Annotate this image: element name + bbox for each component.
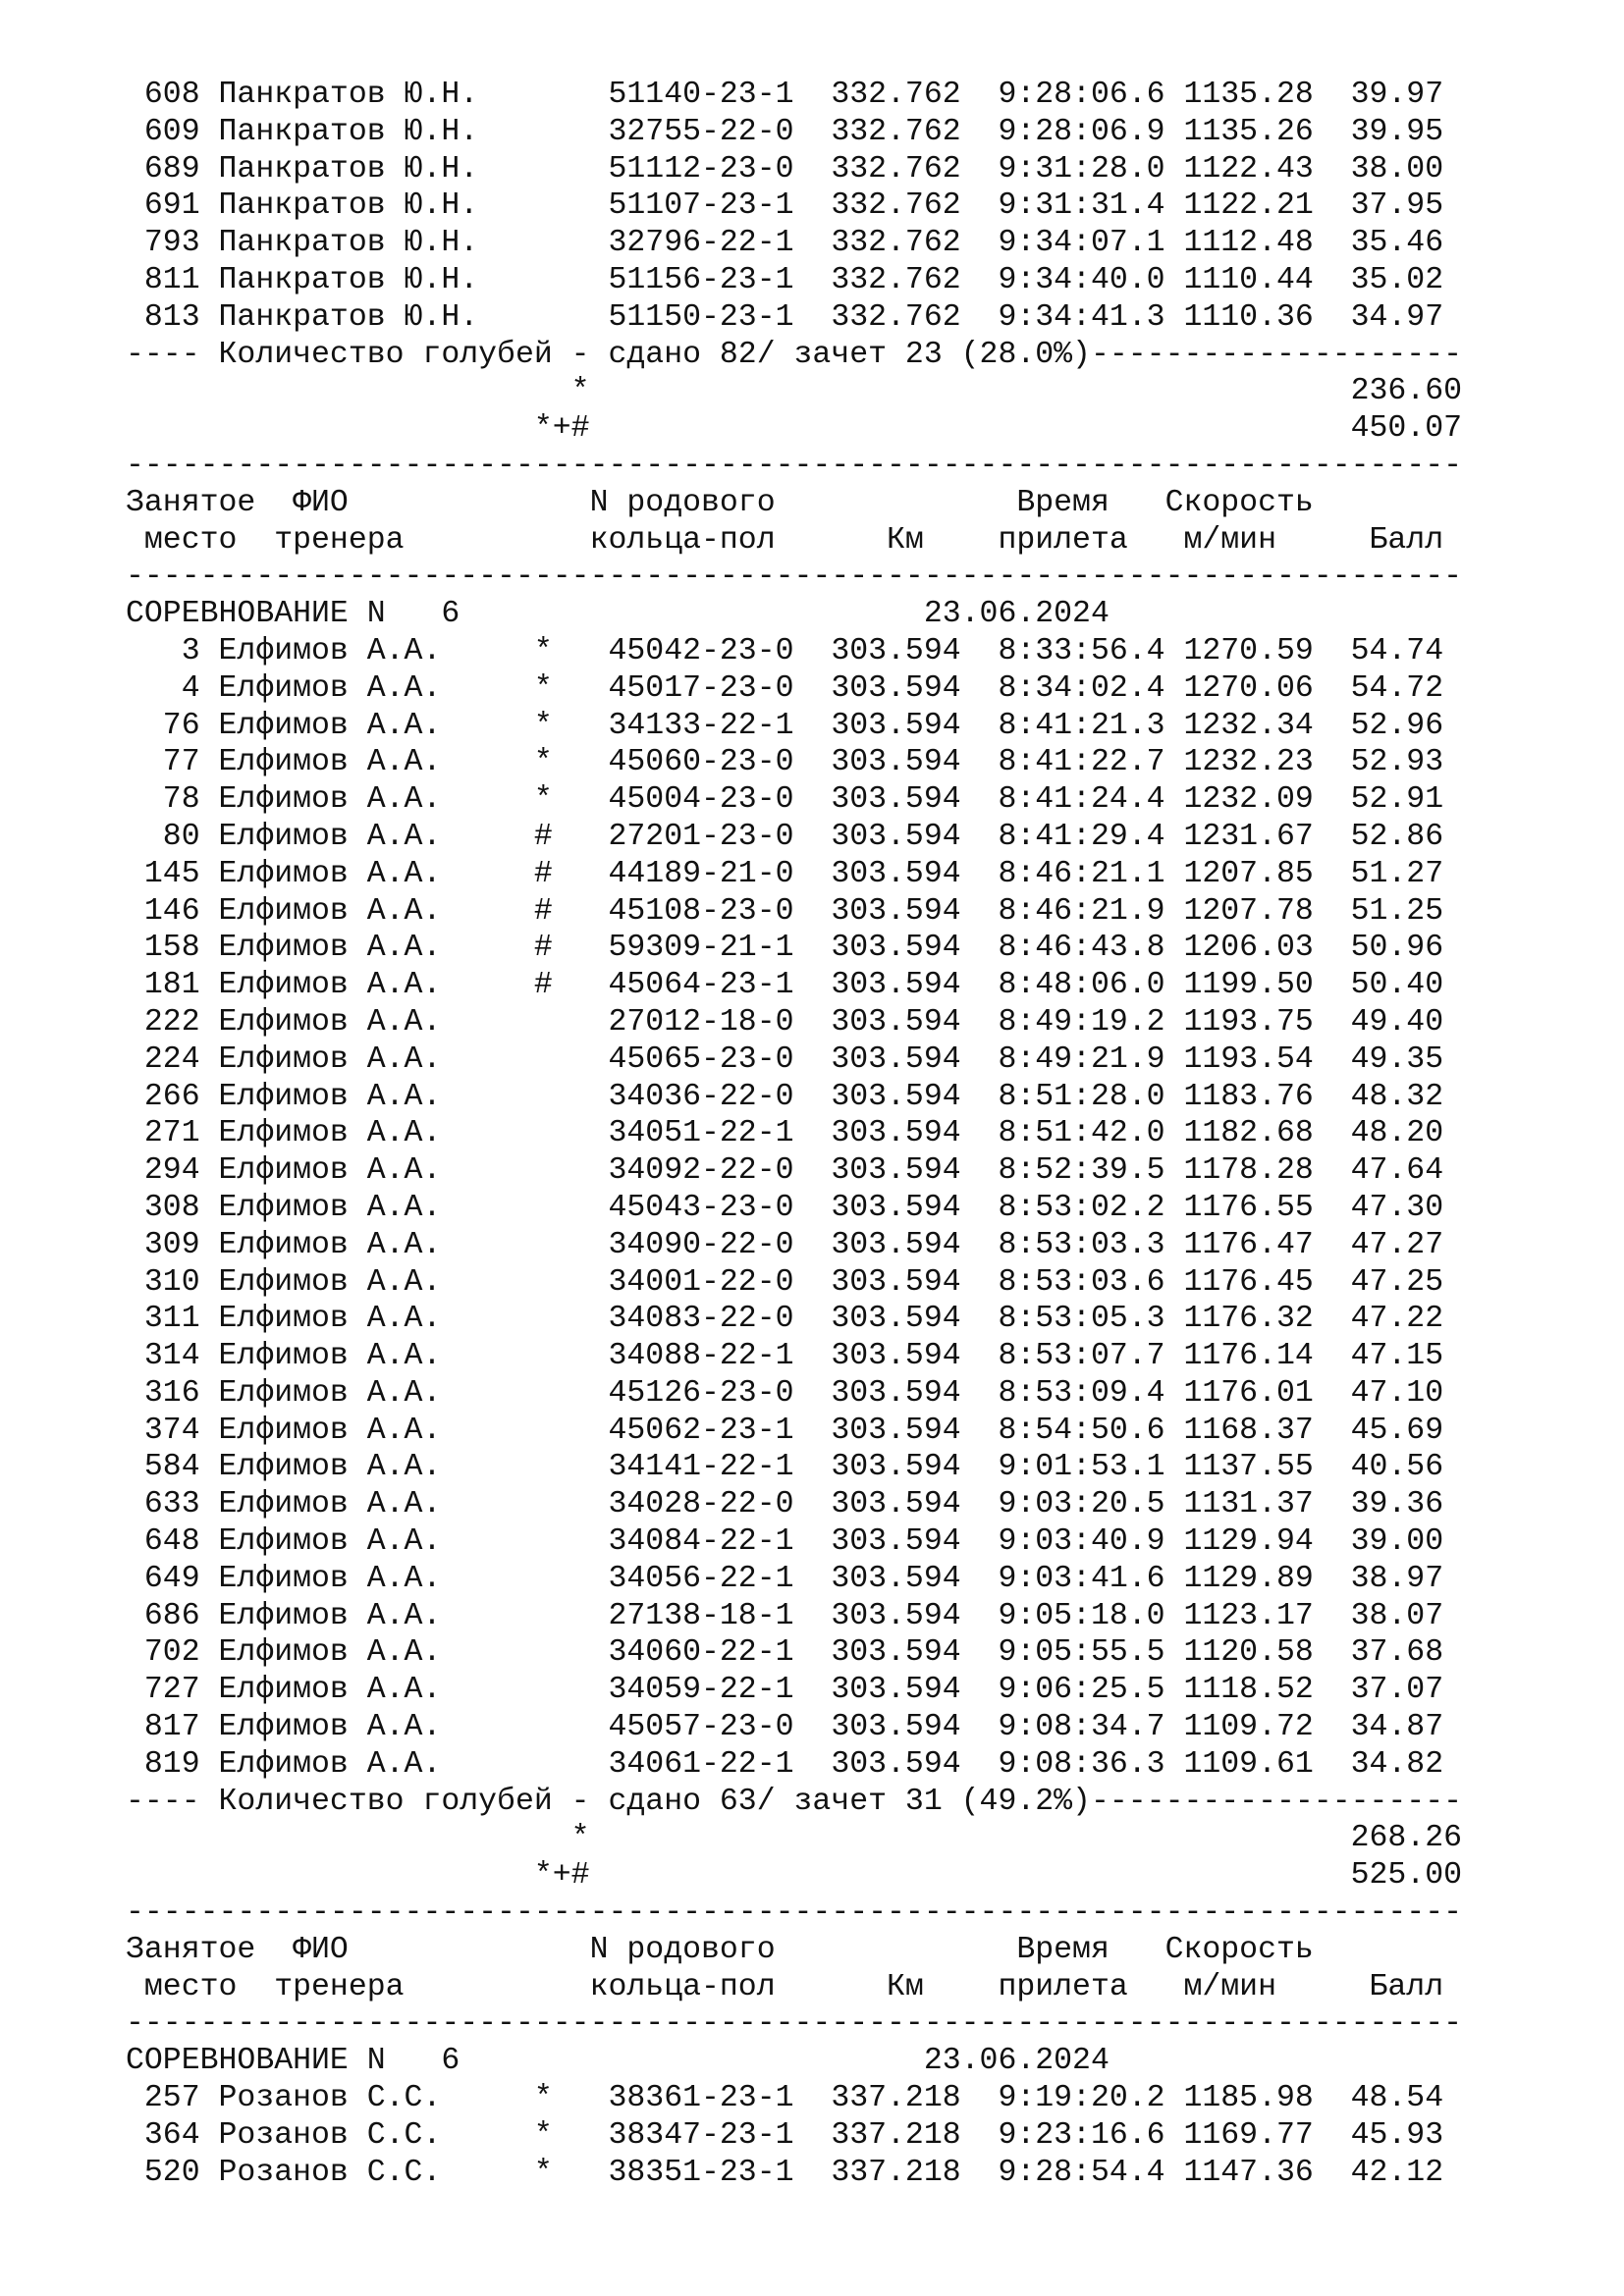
result-row: 158 Елфимов А.А. # 59309-21-1 303.594 8:46:43.8 1206.03 50.96 [126,931,1444,966]
total-line: * 236.60 [126,374,1463,409]
separator-line: ------------------------------------------------------------------------ [126,560,1463,595]
result-row: 648 Елфимов А.А. 34084-22-1 303.594 9:03:40.9 1129.94 39.00 [126,1524,1444,1560]
result-row: 146 Елфимов А.А. # 45108-23-0 303.594 8:46:21.9 1207.78 51.25 [126,893,1444,929]
result-row: 80 Елфимов А.А. # 27201-23-0 303.594 8:41:29.4 1231.67 52.86 [126,819,1444,854]
result-row: 3 Елфимов А.А. * 45042-23-0 303.594 8:33:56.4 1270.59 54.74 [126,633,1444,668]
result-row: 294 Елфимов А.А. 34092-22-0 303.594 8:52:39.5 1178.28 47.64 [126,1153,1444,1189]
result-row: 689 Панкратов Ю.Н. 51112-23-0 332.762 9:31:28.0 1122.43 38.00 [126,151,1444,187]
column-header: место тренера кольца-пол Км прилета м/мин Балл [126,1969,1444,2004]
result-row: 819 Елфимов А.А. 34061-22-1 303.594 9:08:36.3 1109.61 34.82 [126,1746,1444,1782]
result-row: 308 Елфимов А.А. 45043-23-0 303.594 8:53:02.2 1176.55 47.30 [126,1190,1444,1225]
result-row: 609 Панкратов Ю.Н. 32755-22-0 332.762 9:28:06.9 1135.26 39.95 [126,114,1444,149]
result-row: 224 Елфимов А.А. 45065-23-0 303.594 8:49:21.9 1193.54 49.35 [126,1041,1444,1077]
summary-line: ---- Количество голубей - сдано 82/ зачет 23 (28.0%)-------------------- [126,337,1463,372]
result-row: 811 Панкратов Ю.Н. 51156-23-1 332.762 9:34:40.0 1110.44 35.02 [126,262,1444,297]
summary-line: ---- Количество голубей - сдано 63/ зачет 31 (49.2%)-------------------- [126,1784,1463,1819]
total-line: *+# 525.00 [126,1858,1463,1894]
result-row: 78 Елфимов А.А. * 45004-23-0 303.594 8:41:24.4 1232.09 52.91 [126,782,1444,818]
result-row: 649 Елфимов А.А. 34056-22-1 303.594 9:03:41.6 1129.89 38.97 [126,1561,1444,1596]
result-row: 702 Елфимов А.А. 34060-22-1 303.594 9:05:55.5 1120.58 37.68 [126,1635,1444,1671]
column-header: Занятое ФИО N родового Время Скорость [126,485,1314,520]
result-row: 257 Розанов С.С. * 38361-23-1 337.218 9:19:20.2 1185.98 48.54 [126,2081,1444,2116]
result-row: 314 Елфимов А.А. 34088-22-1 303.594 8:53:07.7 1176.14 47.15 [126,1339,1444,1374]
result-row: 311 Елфимов А.А. 34083-22-0 303.594 8:53:05.3 1176.32 47.22 [126,1302,1444,1337]
results-printout [126,77,1462,2191]
result-row: 686 Елфимов А.А. 27138-18-1 303.594 9:05:18.0 1123.17 38.07 [126,1598,1444,1633]
column-header: Занятое ФИО N родового Время Скорость [126,1932,1314,1967]
result-row: 76 Елфимов А.А. * 34133-22-1 303.594 8:41:21.3 1232.34 52.96 [126,708,1444,743]
total-line: *+# 450.07 [126,411,1463,447]
result-row: 633 Елфимов А.А. 34028-22-0 303.594 9:03:20.5 1131.37 39.36 [126,1487,1444,1522]
separator-line: ------------------------------------------------------------------------ [126,1896,1463,1931]
result-row: 77 Елфимов А.А. * 45060-23-0 303.594 8:41:22.7 1232.23 52.93 [126,745,1444,780]
separator-line: ------------------------------------------------------------------------ [126,448,1463,483]
result-row: 374 Елфимов А.А. 45062-23-1 303.594 8:54:50.6 1168.37 45.69 [126,1413,1444,1448]
competition-header: СОРЕВНОВАНИЕ N 6 23.06.2024 [126,597,1110,632]
result-row: 691 Панкратов Ю.Н. 51107-23-1 332.762 9:31:31.4 1122.21 37.95 [126,188,1444,224]
result-row: 608 Панкратов Ю.Н. 51140-23-1 332.762 9:28:06.6 1135.28 39.97 [126,78,1444,112]
result-row: 266 Елфимов А.А. 34036-22-0 303.594 8:51:28.0 1183.76 48.32 [126,1079,1444,1114]
result-row: 793 Панкратов Ю.Н. 32796-22-1 332.762 9:34:07.1 1112.48 35.46 [126,226,1444,261]
result-row: 364 Розанов С.С. * 38347-23-1 337.218 9:23:16.6 1169.77 45.93 [126,2117,1444,2153]
result-row: 4 Елфимов А.А. * 45017-23-0 303.594 8:34:02.4 1270.06 54.72 [126,670,1444,706]
result-row: 584 Елфимов А.А. 34141-22-1 303.594 9:01:53.1 1137.55 40.56 [126,1450,1444,1485]
result-row: 727 Елфимов А.А. 34059-22-1 303.594 9:06:25.5 1118.52 37.07 [126,1673,1444,1708]
column-header: место тренера кольца-пол Км прилета м/мин Балл [126,522,1444,558]
result-row: 309 Елфимов А.А. 34090-22-0 303.594 8:53:03.3 1176.47 47.27 [126,1227,1444,1262]
result-row: 520 Розанов С.С. * 38351-23-1 337.218 9:28:54.4 1147.36 42.12 [126,2155,1444,2190]
result-row: 271 Елфимов А.А. 34051-22-1 303.594 8:51:42.0 1182.68 48.20 [126,1116,1444,1151]
competition-header: СОРЕВНОВАНИЕ N 6 23.06.2024 [126,2044,1110,2079]
result-row: 817 Елфимов А.А. 45057-23-0 303.594 9:08:34.7 1109.72 34.87 [126,1710,1444,1745]
total-line: * 268.26 [126,1821,1463,1856]
separator-line: ------------------------------------------------------------------------ [126,2006,1463,2042]
result-row: 813 Панкратов Ю.Н. 51150-23-1 332.762 9:34:41.3 1110.36 34.97 [126,299,1444,335]
result-row: 310 Елфимов А.А. 34001-22-0 303.594 8:53:03.6 1176.45 47.25 [126,1264,1444,1300]
result-row: 316 Елфимов А.А. 45126-23-0 303.594 8:53:09.4 1176.01 47.10 [126,1375,1444,1411]
result-row: 181 Елфимов А.А. # 45064-23-1 303.594 8:48:06.0 1199.50 50.40 [126,968,1444,1003]
result-row: 222 Елфимов А.А. 27012-18-0 303.594 8:49:19.2 1193.75 49.40 [126,1004,1444,1040]
result-row: 145 Елфимов А.А. # 44189-21-0 303.594 8:46:21.1 1207.85 51.27 [126,856,1444,891]
